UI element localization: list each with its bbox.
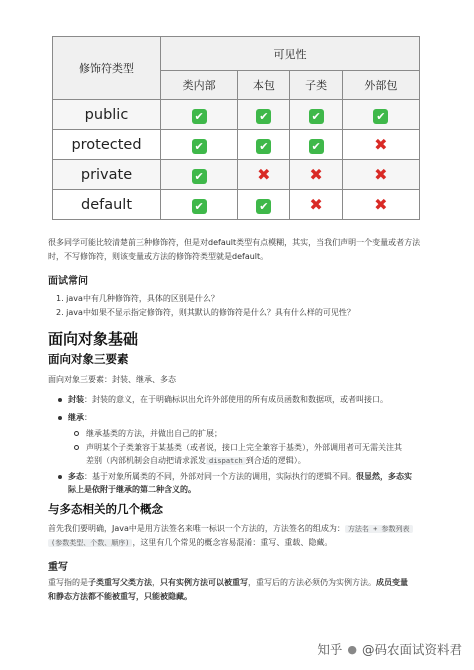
table-row bbox=[53, 130, 420, 160]
poly-heading: 与多态相关的几个概念 bbox=[48, 502, 163, 516]
polymorphism-bold2: 际上是依附于继承的第二种含义的。 bbox=[68, 485, 196, 494]
check-icon: ✔ bbox=[256, 139, 271, 154]
interview-heading: 面试常问 bbox=[48, 276, 88, 287]
three-elements-line: 面向对象三要素：封装、继承、多态 bbox=[48, 375, 176, 384]
inheritance-sub2a: 声明某个子类兼容于某基类（或者说，接口上完全兼容于基类），外部调用者可无需关注其 bbox=[86, 443, 402, 452]
access-cell bbox=[290, 130, 342, 160]
inheritance-sub-item bbox=[74, 441, 432, 454]
sub-bullet bbox=[74, 445, 79, 450]
inheritance-sub2b-pre: 差别（内部机制会自动把请求派发 bbox=[86, 456, 206, 465]
override-line2 bbox=[48, 590, 432, 604]
bullet-dot bbox=[58, 475, 62, 479]
poly-line1-text: 首先我们要明确，Java中是用方法签名来唯一标识一个方法的，方法签名的组成为： bbox=[48, 524, 345, 533]
modifier-cell: protected bbox=[53, 130, 161, 160]
section-title: 面向对象基础 bbox=[48, 330, 139, 348]
inheritance-colon: ： bbox=[84, 413, 92, 422]
access-cell bbox=[290, 100, 342, 130]
access-cell bbox=[290, 160, 342, 190]
access-modifier-table bbox=[52, 36, 420, 220]
check-icon: ✔ bbox=[373, 109, 388, 124]
poly-line1 bbox=[48, 522, 432, 536]
access-cell bbox=[342, 190, 419, 220]
override-line1 bbox=[48, 576, 432, 590]
access-cell bbox=[161, 160, 238, 190]
watermark-author: @码农面试资料君 bbox=[361, 642, 462, 657]
zhihu-logo-text: 知乎 bbox=[317, 642, 343, 657]
access-cell bbox=[238, 130, 290, 160]
check-icon: ✔ bbox=[256, 199, 271, 214]
cross-icon: ✖ bbox=[374, 135, 388, 154]
bullet-polymorphism bbox=[58, 470, 432, 483]
polymorphism-continued bbox=[58, 483, 432, 496]
access-cell bbox=[161, 130, 238, 160]
check-icon: ✔ bbox=[192, 109, 207, 124]
modifier-cell: public bbox=[53, 100, 161, 130]
override-e: ，重写后的方法必须仍为实例方法。 bbox=[248, 578, 376, 587]
table-row bbox=[53, 100, 420, 130]
cross-icon: ✖ bbox=[309, 195, 323, 214]
override-f: 成员变量 bbox=[376, 578, 408, 587]
table-row bbox=[53, 160, 420, 190]
header-modifier-type: 修饰符类型 bbox=[53, 37, 161, 100]
check-icon: ✔ bbox=[309, 139, 324, 154]
three-elements-heading: 面向对象三要素 bbox=[48, 352, 129, 366]
polymorphism-bold: 很显然，多态实 bbox=[356, 472, 412, 481]
override-line2-text: 和静态方法都不能被重写，只能被隐藏。 bbox=[48, 592, 192, 601]
bullet-dot bbox=[58, 398, 62, 402]
watermark bbox=[317, 640, 462, 658]
check-icon: ✔ bbox=[192, 199, 207, 214]
override-heading: 重写 bbox=[48, 562, 68, 573]
cross-icon: ✖ bbox=[309, 165, 323, 184]
check-icon: ✔ bbox=[256, 109, 271, 124]
access-cell bbox=[238, 160, 290, 190]
override-a: 重写指的是 bbox=[48, 578, 88, 587]
check-icon: ✔ bbox=[309, 109, 324, 124]
cross-icon: ✖ bbox=[257, 165, 271, 184]
interview-question: 2. java中如果不显示指定修饰符，则其默认的修饰符是什么？具有什么样的可见性？ bbox=[56, 308, 355, 317]
sub-bullet bbox=[74, 431, 79, 436]
access-cell bbox=[238, 190, 290, 220]
cross-icon: ✖ bbox=[374, 165, 388, 184]
modifier-cell: private bbox=[53, 160, 161, 190]
modifier-cell: default bbox=[53, 190, 161, 220]
polymorphism-label: 多态 bbox=[68, 472, 84, 481]
override-c: ， bbox=[152, 578, 160, 587]
check-icon: ✔ bbox=[192, 169, 207, 184]
inheritance-label: 继承 bbox=[68, 413, 84, 422]
encapsulation-text: ：封装的意义，在于明确标识出允许外部使用的所有成员函数和数据项，或者叫接口。 bbox=[84, 395, 388, 404]
intro-paragraph: 很多同学可能比较清楚前三种修饰符，但是对default类型有点模糊，其实，当我们声明一个变量或者方法时，不写修饰符，则该变量或方法的修饰符类型就是default。 bbox=[48, 238, 421, 261]
params-code: (参数类型、个数、顺序) bbox=[48, 539, 132, 547]
paw-icon: ● bbox=[347, 642, 357, 656]
table-row bbox=[53, 190, 420, 220]
col-header: 本包 bbox=[238, 71, 290, 100]
interview-question: 1. java中有几种修饰符，具体的区别是什么？ bbox=[56, 294, 219, 303]
col-header: 类内部 bbox=[161, 71, 238, 100]
override-d: 只有实例方法可以被重写 bbox=[160, 578, 248, 587]
bullet-inheritance bbox=[58, 411, 432, 424]
cross-icon: ✖ bbox=[374, 195, 388, 214]
inheritance-sub2-continued bbox=[74, 454, 432, 468]
signature-code: 方法名 + 参数列表 bbox=[345, 525, 413, 533]
inheritance-sub-item bbox=[74, 427, 432, 440]
poly-line2 bbox=[48, 536, 432, 550]
polymorphism-text: ：基于对象所属类的不同，外部对同一个方法的调用，实际执行的逻辑不同。 bbox=[84, 472, 356, 481]
access-cell bbox=[238, 100, 290, 130]
inheritance-sub2b-post: 到合适的逻辑）。 bbox=[245, 456, 306, 465]
override-b: 子类重写父类方法 bbox=[88, 578, 152, 587]
access-cell bbox=[161, 100, 238, 130]
access-cell bbox=[342, 100, 419, 130]
poly-line2-text: ，这里有几个常见的概念容易混淆：重写、重载、隐藏。 bbox=[132, 538, 333, 547]
col-header: 子类 bbox=[290, 71, 342, 100]
bullet-dot bbox=[58, 416, 62, 420]
header-visibility: 可见性 bbox=[161, 37, 420, 71]
check-icon: ✔ bbox=[192, 139, 207, 154]
encapsulation-label: 封装 bbox=[68, 395, 84, 404]
access-cell bbox=[290, 190, 342, 220]
dispatch-code: dispatch bbox=[206, 457, 246, 465]
inheritance-sub1: 继承基类的方法，并做出自己的扩展； bbox=[86, 429, 222, 438]
bullet-encapsulation bbox=[58, 393, 432, 406]
col-header: 外部包 bbox=[342, 71, 419, 100]
access-cell bbox=[161, 190, 238, 220]
access-cell bbox=[342, 160, 419, 190]
access-cell bbox=[342, 130, 419, 160]
